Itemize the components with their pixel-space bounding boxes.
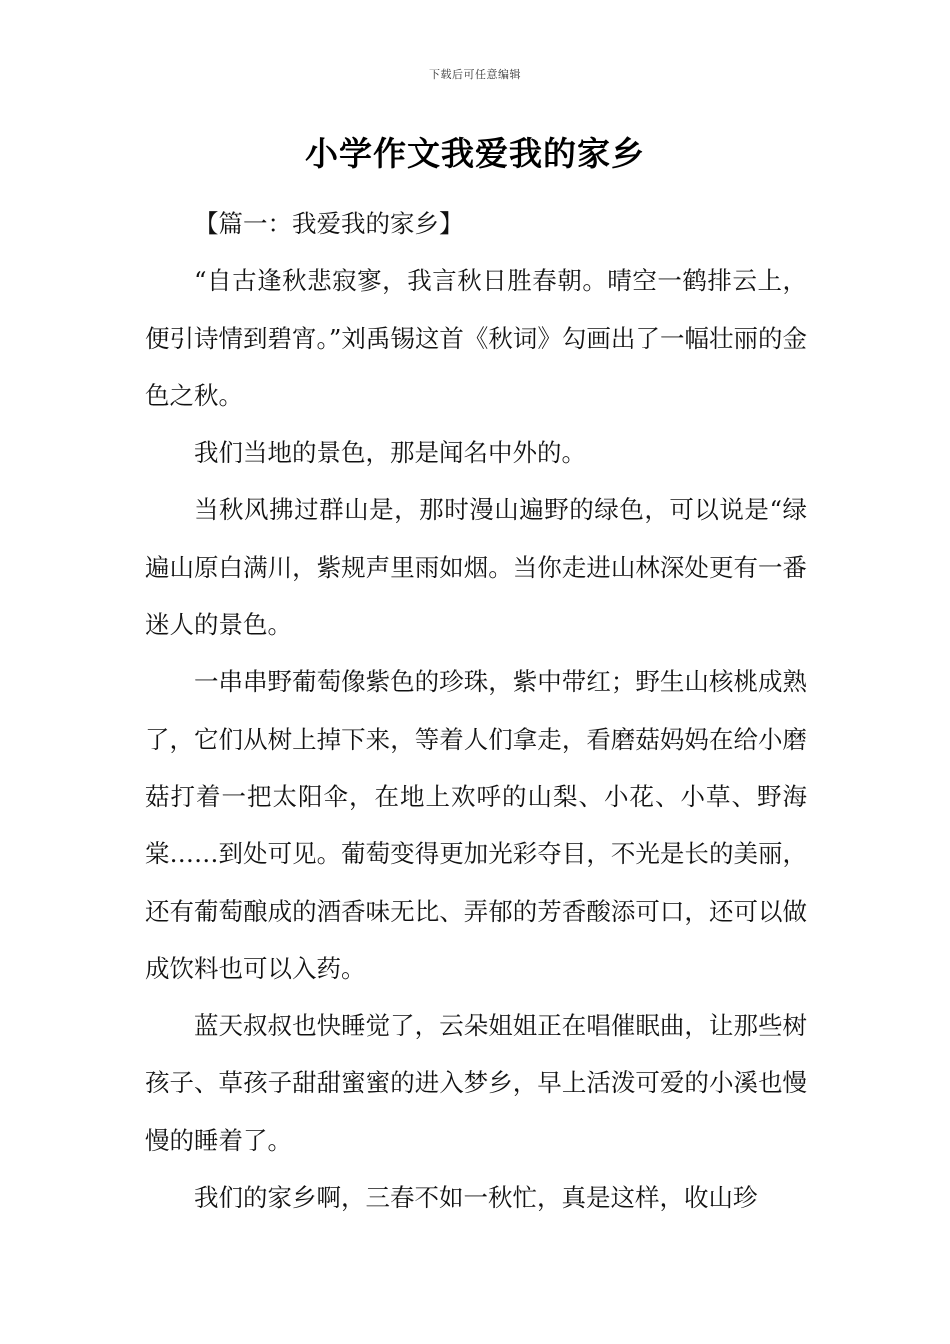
body-paragraph: 当秋风拂过群山是，那时漫山遍野的绿色，可以说是“绿遍山原白满川，紫规声里雨如烟。当你走进山林深处更有一番迷人的景色。 (145, 495, 807, 640)
section-heading: 【篇一：我爱我的家乡】 (194, 209, 464, 238)
page-header-note: 下载后可任意编辑 (429, 68, 521, 81)
body-paragraph: 我们当地的景色，那是闻名中外的。 (194, 438, 586, 468)
document-title: 小学作文我爱我的家乡 (305, 134, 645, 173)
document-body (145, 195, 807, 1226)
body-paragraph: 蓝天叔叔也快睡觉了，云朵姐姐正在唱催眠曲，让那些树孩子、草孩子甜甜蜜蜜的进入梦乡，早上活泼可爱的小溪也慢慢的睡着了。 (145, 1011, 807, 1155)
body-paragraph: 一串串野葡萄像紫色的珍珠，紫中带红；野生山核桃成熟了，它们从树上掉下来，等着人们拿走，看磨菇妈妈在给小磨菇打着一把太阳伞，在地上欢呼的山梨、小花、小草、野海棠……到处可见。葡萄变得更加光彩夺目，不光是长的美丽，还有葡萄酿成的酒香味无比、弄郁的芳香酸添可口，还可以做成饮料也可以入药。 (145, 667, 807, 983)
body-paragraph: “自古逢秋悲寂寥，我言秋日胜春朝。晴空一鹤排云上，便引诗情到碧宵。”刘禹锡这首《秋词》勾画出了一幅壮丽的金色之秋。 (145, 266, 807, 410)
body-paragraph: 我们的家乡啊，三春不如一秋忙，真是这样，收山珍 (194, 1183, 758, 1213)
